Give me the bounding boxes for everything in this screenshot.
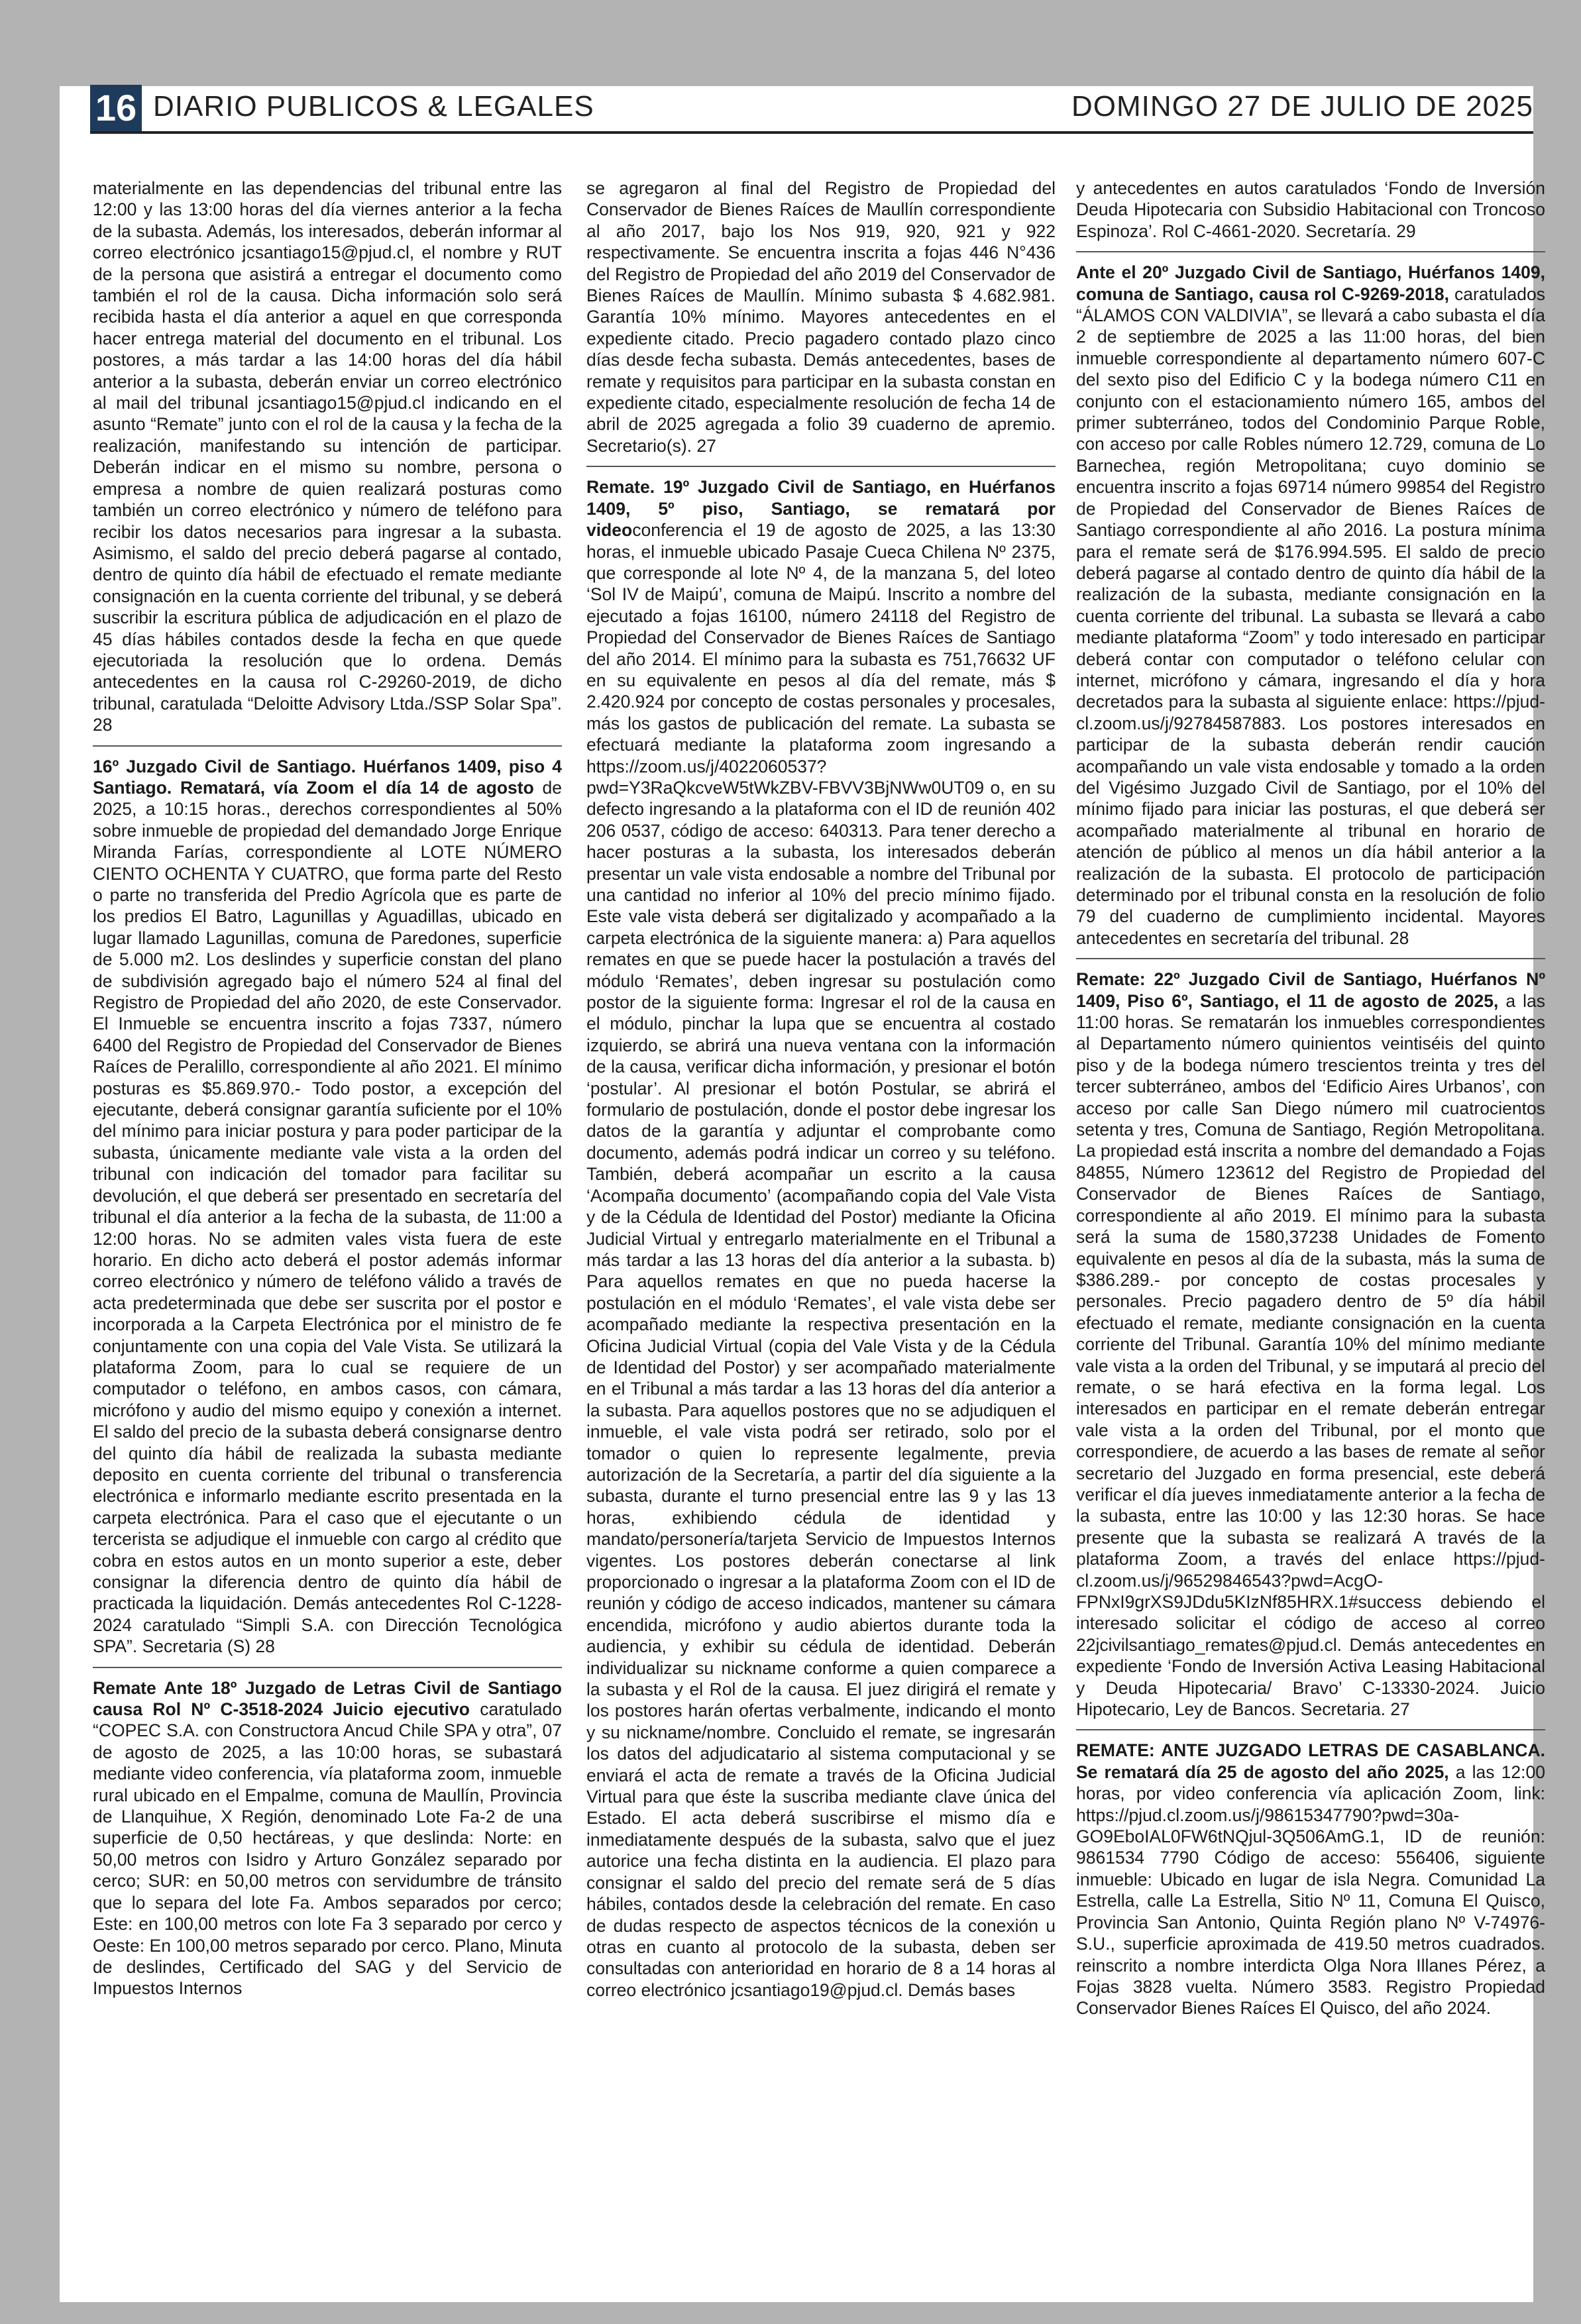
notice: Remate Ante 18º Juzgado de Letras Civil de Santiago causa Rol Nº C-3518-2024 Juicio ejecutivo caratulado “COPEC S.A. con Constructora Ancud Chile SPA y otra”, 07 de agosto de 2025, a las 10:00 horas, se subastará mediante video conferencia, vía plataforma zoom, inmueble rural ubicado en el Empalme, comuna de Maullín, Provincia de Llanquihue, X Región, denominado Lote Fa-2 de una superficie de 0,50 hectáreas, y que deslinda: Norte: en 50,00 metros con Isidro y Arturo González separado por cerco; SUR: en 50,00 metros con servidumbre de tránsito que lo separa del lote Fa. Ambos separados por cerco; Este: en 100,00 metros con lote Fa 3 separado por cerco y Oeste: En 100,00 metros separado por cerco. Plano, Minuta de deslindes, Certificado del SAG y del Servicio de Impuestos Internos (93, 1677, 562, 1999)
notice: Remate: 22º Juzgado Civil de Santiago, Huérfanos Nº 1409, Piso 6º, Santiago, el 11 de agosto de 2025, a las 11:00 horas. Se rematarán los inmuebles correspondientes al Departamento número quinientos veintiséis del quinto piso y de la bodega número trescientos treinta y tres del tercer subterráneo, ambos del ‘Edificio Aires Urbanos’, con acceso por calle San Diego número mil cuatrocientos setenta y tres, Comuna de Santiago, Región Metropolitana. La propiedad está inscrita a nombre del demandado a Fojas 84855, Número 123612 del Registro de Propiedad del Conservador de Bienes Raíces de Santiago, correspondiente al año 2019. El mínimo para la subasta será la suma de 1580,37238 Unidades de Fomento equivalente en pesos al día de la subasta, más la suma de $386.289.- por concepto de costas procesales y personales. Precio pagadero dentro de 5º día hábil efectuado el remate, mediante consignación en la cuenta corriente del Tribunal. Garantía 10% del mínimo mediante vale vista a la orden del Tribunal, y se imputará al precio del remate, o se hará efectiva en la forma legal. Los interesados en participar en el remate deberán entregar vale vista a la orden del Tribunal, por el monto que correspondiere, de acuerdo a las bases de remate al señor secretario del Juzgado en forma presencial, este deberá verificar el día jueves inmediatamente anterior a la fecha de la subasta, entre las 10:00 y las 12:30 horas. Se hace presente que la subasta se realizará A través de la plataforma Zoom, a través del enlace https://pjud-cl.zoom.us/j/96529846543?pwd=AcgO-FPNxI9grXS9JDdu5KIzNf85HRX.1#success debiendo el interesado solicitar el código de acceso al correo 22jcivilsantiago_remates@pjud.cl. Demás antecedentes en expediente ‘Fondo de Inversión Activa Leasing Habitacional y Deuda Hipotecaria/ Bravo’ C-13330-2024. Juicio Hipotecario, Ley de Bancos. Secretaria. 27 (1076, 969, 1545, 1730)
notice: se agregaron al final del Registro de Propiedad del Conservador de Bienes Raíces de Maullín correspondiente al año 2017, bajo los Nos 919, 920, 921 y 922 respectivamente. Se encuentra inscrita a fojas 446 N°436 del Registro de Propiedad del año 2019 del Conservador de Bienes Raíces de Maullín. Mínimo subasta $ 4.682.981. Garantía 10% mínimo. Mayores antecedentes en el expediente citado. Precio pagadero contado plazo cinco días desde fecha subasta. Demás antecedentes, bases de remate y requisitos para participar en la subasta constan en expediente citado, especialmente resolución de fecha 14 de abril de 2025 agregada a folio 39 cuaderno de apremio. Secretario(s). 27 (586, 178, 1056, 467)
column-1 (93, 178, 562, 2278)
notice: y antecedentes en autos caratulados ‘Fondo de Inversión Deuda Hipotecaria con Subsidio Habitacional con Troncoso Espinoza’. Rol C-4661-2020. Secretaría. 29 (1076, 178, 1545, 252)
notice: Ante el 20º Juzgado Civil de Santiago, Huérfanos 1409, comuna de Santiago, causa rol C-9269-2018, caratulados “ÁLAMOS CON VALDIVIA”, se llevará a cabo subasta el día 2 de septiembre de 2025 a las 11:00 horas, del bien inmueble correspondiente al departamento número 607-C del sexto piso del Edificio C y la bodega número C11 en conjunto con el estacionamiento número 165, ambos del primer subterráneo, todos del Condominio Parque Roble, con acceso por calle Robles número 12.729, comuna de Lo Barnechea, región Metropolitana; cuyo dominio se encuentra inscrito a fojas 69714 número 99854 del Registro de Propiedad del Conservador de Bienes Raíces de Santiago correspondiente al año 2016. La postura mínima para el remate será de $176.994.595. El saldo de precio deberá pagarse al contado dentro de quinto día hábil de la realización de la subasta, mediante consignación en la cuenta corriente del tribunal. La subasta se llevará a cabo mediante plataforma “Zoom” y todo interesado en participar deberá contar con computador o teléfono celular con internet, micrófono y cámara, ingresando el día y hora decretados para la subasta al siguiente enlace: https://pjud-cl.zoom.us/j/92784587883. Los postores interesados en participar de la subasta deberán rendir caución acompañando un vale vista endosable y tomado a la orden del Vigésimo Juzgado Civil de Santiago, por el 10% del mínimo fijado para iniciar las posturas, el que deberá ser acompañado materialmente al tribunal en horario de atención de público al menos un día hábil anterior a la realización de la subasta. El protocolo de participación determinado por el tribunal consta en la resolución de folio 79 del cuaderno de cumplimiento incidental. Mayores antecedentes en secretaría del tribunal. 28 (1076, 262, 1545, 959)
publication-date: DOMINGO 27 DE JULIO DE 2025 (1071, 90, 1533, 123)
page-number: 16 (90, 85, 142, 131)
column-2 (586, 178, 1056, 2278)
column-3 (1076, 178, 1545, 2278)
notice: REMATE: ANTE JUZGADO LETRAS DE CASABLANCA. Se rematará día 25 de agosto del año 2025, a las 12:00 horas, por video conferencia vía aplicación Zoom, link: https://pjud.cl.zoom.us/j/98615347790?pwd=30a-GO9EboIAL0FW6tNQjul-3Q506AmG.1, ID de reunión: 9861534 7790 Código de acceso: 556406, siguiente inmueble: Ubicado en lugar de isla Negra. Comunidad La Estrella, calle La Estrella, Sitio Nº 11, Comuna El Quisco, Provincia San Antonio, Quinta Región plano Nº V-74976-S.U., superficie aproximada de 419.50 metros cuadrados. reinscrito a nombre interdicta Olga Nora Illanes Pérez, a Fojas 3828 vuelta. Número 3583. Registro Propiedad Conservador Bienes Raíces El Quisco, del año 2024. (1076, 1740, 1545, 2019)
notice: Remate. 19º Juzgado Civil de Santiago, en Huérfanos 1409, 5º piso, Santiago, se rematará por videoconferencia el 19 de agosto de 2025, a las 13:30 horas, el inmueble ubicado Pasaje Cueca Chilena Nº 2375, que corresponde al lote Nº 4, de la manzana 5, del loteo ‘Sol IV de Maipú’, comuna de Maipú. Inscrito a nombre del ejecutado a fojas 16100, número 24118 del Registro de Propiedad del Conservador de Bienes Raíces de Santiago del año 2014. El mínimo para la subasta es 751,76632 UF en su equivalente en pesos al día del remate, más $ 2.420.924 por concepto de costas personales y procesales, más los gastos de publicación del remate. La subasta se efectuará mediante la plataforma zoom ingresando a https://zoom.us/j/4022060537?pwd=Y3RaQkcveW5tWkZBV-FBVV3BjNWw0UT09 o, en su defecto ingresando a la plataforma con el ID de reunión 402 206 0537, código de acceso: 640313. Para tener derecho a hacer posturas a la subasta, los interesados deberán presentar un vale vista endosable a nombre del Tribunal por una cantidad no inferior al 10% del precio mínimo fijado. Este vale vista deberá ser digitalizado y acompañado a la carpeta electrónica de la siguiente manera: a) Para aquellos remates en que se puede hacer la postulación a través del módulo ‘Remates’, deben ingresar su postulación como postor de la siguiente forma: Ingresar el rol de la causa en el módulo, pinchar la lupa que se encuentra al costado izquierdo, se abrirá una nueva ventana con la información de la causa, verificar dicha información, y presionar el botón ‘postular’. Al presionar el botón Postular, se abrirá el formulario de postulación, donde el postor debe ingresar los datos de la garantía y adjuntar el comprobante como documento, además podrá indicar un correo y su teléfono. También, deberá acompañar un escrito a la causa ‘Acompaña documento’ (acompañando copia del Vale Vista y de la Cédula de Identidad del Postor) mediante la Oficina Judicial Virtual y entregarlo materialmente en el Tribunal a más tardar a las 13 horas del día anterior a la subasta. b) Para aquellos remates en que no pueda hacerse la postulación en el módulo ‘Remates’, el vale vista debe ser acompañado mediante la respectiva presentación en la Oficina Judicial Virtual (copia del Vale Vista y de la Cédula de Identidad del Postor) y ser acompañado materialmente en el Tribunal a más tardar a las 13 horas del día anterior a la subasta. Para aquellos postores que no se adjudiquen el inmueble, el vale vista podrá ser retirado, solo por el tomador o quien lo represente legalmente, previa autorización de la Secretaría, a partir del día siguiente a la subasta, durante el turno presencial entre las 9 y las 13 horas, exhibiendo cédula de identidad y mandato/personería/tarjeta Servicio de Impuestos Internos vigentes. Los postores deberán conectarse al link proporcionado o ingresar a la plataforma Zoom con el ID de reunión y código de acceso indicados, mantener su cámara encendida, micrófono y audio abiertos durante toda la audiencia, y exhibir su cédula de identidad. Deberán individualizar su nickname conforme a quien comparece a la subasta y el Rol de la causa. El juez dirigirá el remate y los postores harán ofertas verbalmente, indicando el monto y su nickname/nombre. Concluido el remate, se ingresarán los datos del adjudicatario al sistema computacional y se enviará el acta de remate a través de la Oficina Judicial Virtual para que éste la suscriba mediante clave única del Estado. El acta deberá suscribirse el mismo día e inmediatamente después de la subasta, salvo que el juez autorice una fecha distinta en la audiencia. El plazo para consignar el saldo del precio del remate será de 5 días hábiles, contados desde la celebración del remate. En caso de dudas respecto de aspectos técnicos de la conexión u otras en cuanto al protocolo de la subasta, deben ser consultadas con anterioridad en horario de 8 a 14 horas al correo electrónico jcsantiago19@pjud.cl. Demás bases (586, 477, 1056, 2000)
page-header (90, 85, 1533, 134)
publication-title: DIARIO PUBLICOS & LEGALES (153, 90, 594, 123)
notice: 16º Juzgado Civil de Santiago. Huérfanos 1409, piso 4 Santiago. Rematará, vía Zoom el día 14 de agosto de 2025, a 10:15 horas., derechos correspondientes al 50% sobre inmueble de propiedad del demandado Jorge Enrique Miranda Farías, correspondiente al LOTE NÚMERO CIENTO OCHENTA Y CUATRO, que forma parte del Resto o parte no transferida del Predio Agrícola que es parte de los predios El Batro, Lagunillas y Aguadillas, ubicado en lugar llamado Lagunillas, comuna de Paredones, superficie de 5.000 m2. Los deslindes y superficie constan del plano de subdivisión agregado bajo el número 524 al final del Registro de Propiedad del año 2020, de este Conservador. El Inmueble se encuentra inscrito a fojas 7337, número 6400 del Registro de Propiedad del Conservador de Bienes Raíces de Peralillo, correspondiente al año 2021. El mínimo posturas es $5.869.970.- Todo postor, a excepción del ejecutante, deberá consignar garantía suficiente por el 10% del mínimo para iniciar postura y para poder participar de la subasta, únicamente mediante vale vista a la orden del tribunal con indicación del tomador para facilitar su devolución, el que deberá ser presentado en secretaría del tribunal el día anterior a la fecha de la subasta, de 11:00 a 12:00 horas. No se admiten vales vista fuera de este horario. En dicho acto deberá el postor además informar correo electrónico y número de teléfono válido a través de acta predeterminada que debe ser suscrita por el postor e incorporada a la Carpeta Electrónica por el ministro de fe conjuntamente con una copia del Vale Vista. Se utilizará la plataforma Zoom, para lo cual se requiere de un computador o teléfono, en ambos casos, con cámara, micrófono y audio del mismo equipo y conexión a internet. El saldo del precio de la subasta deberá consignarse dentro del quinto día hábil de realizada la subasta mediante deposito en cuenta corriente del tribunal o transferencia electrónica e informarlo mediante escrito presentada en la carpeta electrónica. Para el caso que el ejecutante o un tercerista se adjudique el inmueble con cargo al crédito que cobra en estos autos en un monto superior a este, deber consignar la diferencia dentro de quinto día hábil de practicada la liquidación. Demás antecedentes Rol C-1228-2024 caratulado “Simpli S.A. con Dirección Tecnológica SPA”. Secretaria (S) 28 (93, 756, 562, 1668)
notice: materialmente en las dependencias del tribunal entre las 12:00 y las 13:00 horas del día viernes anterior a la fecha de la subasta. Además, los interesados, deberán informar al correo electrónico jcsantiago15@pjud.cl, el nombre y RUT de la persona que asistirá a entregar el documento como también el rol de la causa. Dicha información solo será recibida hasta el día anterior a aquel en que corresponda hacer entrega material del documento en el tribunal. Los postores, a más tardar a las 14:00 horas del día hábil anterior a la subasta, deberán enviar un correo electrónico al mail del tribunal jcsantiago15@pjud.cl indicando en el asunto “Remate” junto con el rol de la causa y la fecha de la realización, manifestando su intención de participar. Deberán indicar en el mismo su nombre, persona o empresa a nombre de quien realizará posturas como también un correo electrónico y número de teléfono para recibir los datos necesarios para ingresar a la subasta. Asimismo, el saldo del precio deberá pagarse al contado, dentro de quinto día hábil de efectuado el remate mediante consignación en la cuenta corriente del tribunal, y se deberá suscribir la escritura pública de adjudicación en el plazo de 45 días hábiles contados desde la fecha en que quede ejecutoriada la resolución que lo ordena. Demás antecedentes en la causa rol C-29260-2019, de dicho tribunal, caratulada “Deloitte Advisory Ltda./SSP Solar Spa”. 28 (93, 178, 562, 747)
